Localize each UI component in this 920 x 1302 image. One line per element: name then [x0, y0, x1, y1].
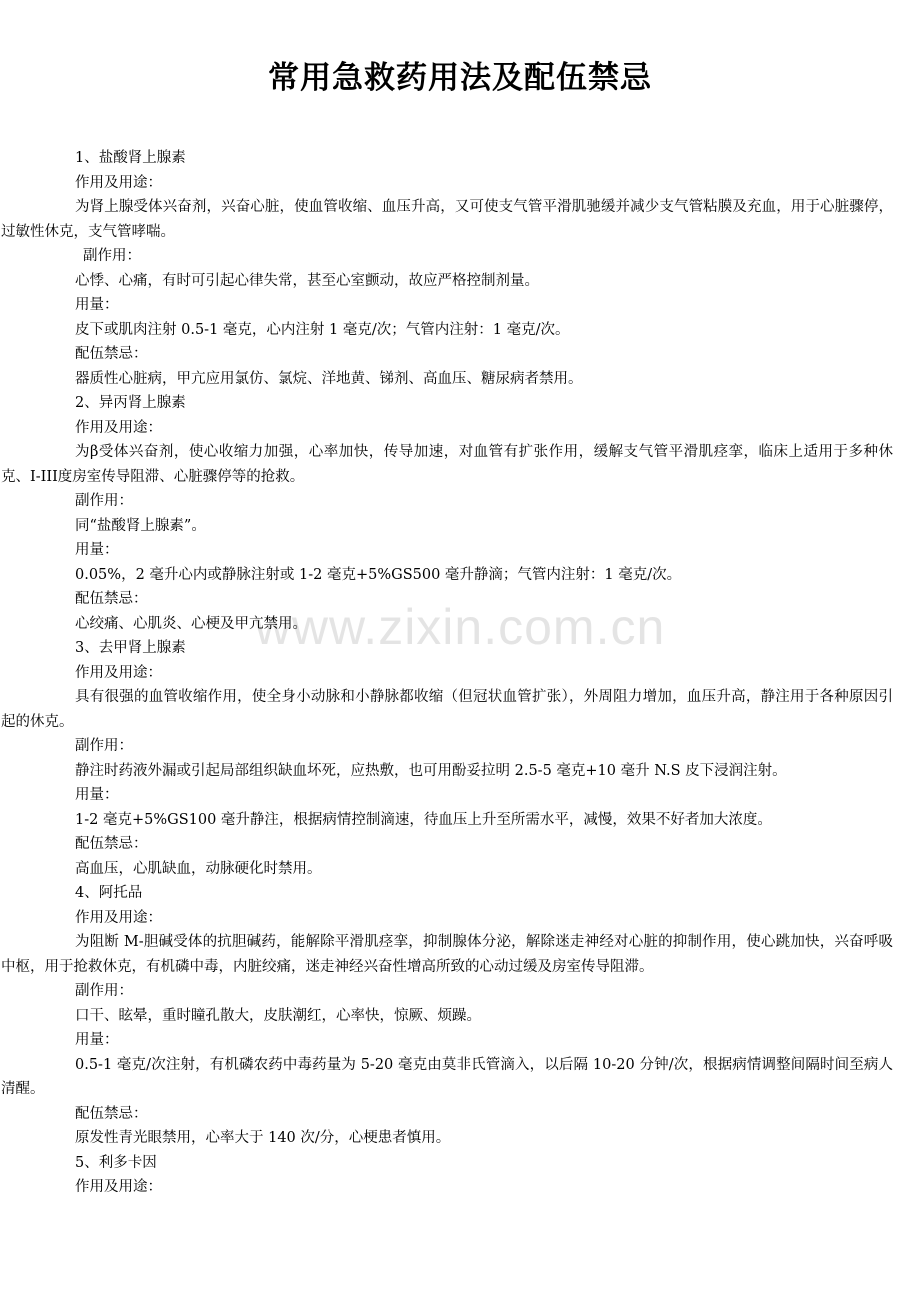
subheading: 配伍禁忌：: [75, 346, 148, 362]
paragraph: 高血压，心肌缺血，动脉硬化时禁用。: [75, 860, 322, 877]
subheading: 作用及用途：: [75, 909, 162, 926]
subheading: 副作用：: [83, 248, 141, 264]
subheading: 作用及用途：: [75, 174, 162, 191]
paragraph: 同“盐酸肾上腺素”。: [75, 517, 206, 534]
subheading: 副作用：: [75, 493, 133, 509]
section-heading: 3、去甲肾上腺素: [75, 640, 186, 656]
subheading: 用量：: [75, 787, 119, 803]
subheading: 用量：: [75, 542, 119, 558]
paragraph: 口干、眩晕，重时瞳孔散大，皮肤潮红，心率快，惊厥、烦躁。: [75, 1007, 481, 1024]
subheading: 作用及用途：: [75, 419, 162, 436]
section-heading: 1、盐酸肾上腺素: [75, 150, 186, 166]
subheading: 副作用：: [75, 983, 133, 999]
paragraph: 心悸、心痛，有时可引起心律失常，甚至心室颤动，故应严格控制剂量。: [75, 272, 539, 289]
subheading: 作用及用途：: [75, 1179, 162, 1195]
paragraph: 为阻断 M-胆碱受体的抗胆碱药，能解除平滑肌痉挛，抑制腺体分泌，解除迷走神经对心脏的抑制作用，使心跳加快，兴奋呼吸中枢，用于抢救休克，有机磷中毒，内脏绞痛，迷走神经兴奋性增高所致的心动过缓及房室传导阻滞。: [1, 934, 893, 975]
paragraph: 为β受体兴奋剂，使心收缩力加强，心率加快，传导加速，对血管有扩张作用，缓解支气管平滑肌痉挛，临床上适用于多种休克、Ⅰ-III度房室传导阻滞、心脏骤停等的抢救。: [1, 444, 893, 485]
subheading: 配伍禁忌：: [75, 591, 148, 607]
subheading: 作用及用途：: [75, 664, 162, 681]
watermark-text: www.zixin.com.cn: [254, 599, 666, 655]
paragraph: 器质性心脏病，甲亢应用氯仿、氯烷、洋地黄、锑剂、高血压、糖尿病者禁用。: [75, 370, 583, 387]
paragraph: 为肾上腺受体兴奋剂，兴奋心脏，使血管收缩、血压升高，又可使支气管平滑肌驰缓并减少支气管粘膜及充血，用于心脏骤停，过敏性休克，支气管哮喘。: [1, 199, 893, 240]
paragraph: 皮下或肌肉注射 0.5-1 毫克，心内注射 1 毫克/次；气管内注射：1 毫克/次。: [75, 321, 570, 338]
subheading: 副作用：: [75, 738, 133, 754]
paragraph: 原发性青光眼禁用，心率大于 140 次/分，心梗患者慎用。: [75, 1130, 451, 1146]
section-heading: 4、阿托品: [75, 885, 143, 901]
subheading: 用量：: [75, 297, 119, 313]
page-title: 常用急救药用法及配伍禁忌: [268, 60, 652, 96]
subheading: 配伍禁忌：: [75, 1105, 148, 1122]
paragraph: 1-2 毫克+5%GS100 毫升静注，根据病情控制滴速，待血压上升至所需水平，减慢，效果不好者加大浓度。: [75, 811, 772, 828]
paragraph: 静注时药液外漏或引起局部组织缺血坏死，应热敷，也可用酚妥拉明 2.5-5 毫克+10 毫升 N.S 皮下浸润注射。: [75, 762, 787, 779]
section-heading: 2、异丙肾上腺素: [75, 395, 186, 411]
paragraph: 0.05%，2 毫升心内或静脉注射或 1-2 毫克+5%GS500 毫升静滴；气管内注射：1 毫克/次。: [75, 566, 682, 583]
subheading: 配伍禁忌：: [75, 836, 148, 852]
paragraph: 0.5-1 毫克/次注射，有机磷农药中毒药量为 5-20 毫克由莫非氏管滴入，以后隔 10-20 分钟/次，根据病情调整间隔时间至病人清醒。: [1, 1056, 893, 1097]
subheading: 用量：: [75, 1032, 119, 1048]
document-body: [1, 146, 893, 1200]
paragraph: 具有很强的血管收缩作用，使全身小动脉和小静脉都收缩（但冠状血管扩张），外周阻力增加，血压升高，静注用于各种原因引起的休克。: [1, 689, 893, 730]
section-heading: 5、利多卡因: [75, 1154, 157, 1171]
paragraph: 心绞痛、心肌炎、心梗及甲亢禁用。: [75, 615, 307, 632]
